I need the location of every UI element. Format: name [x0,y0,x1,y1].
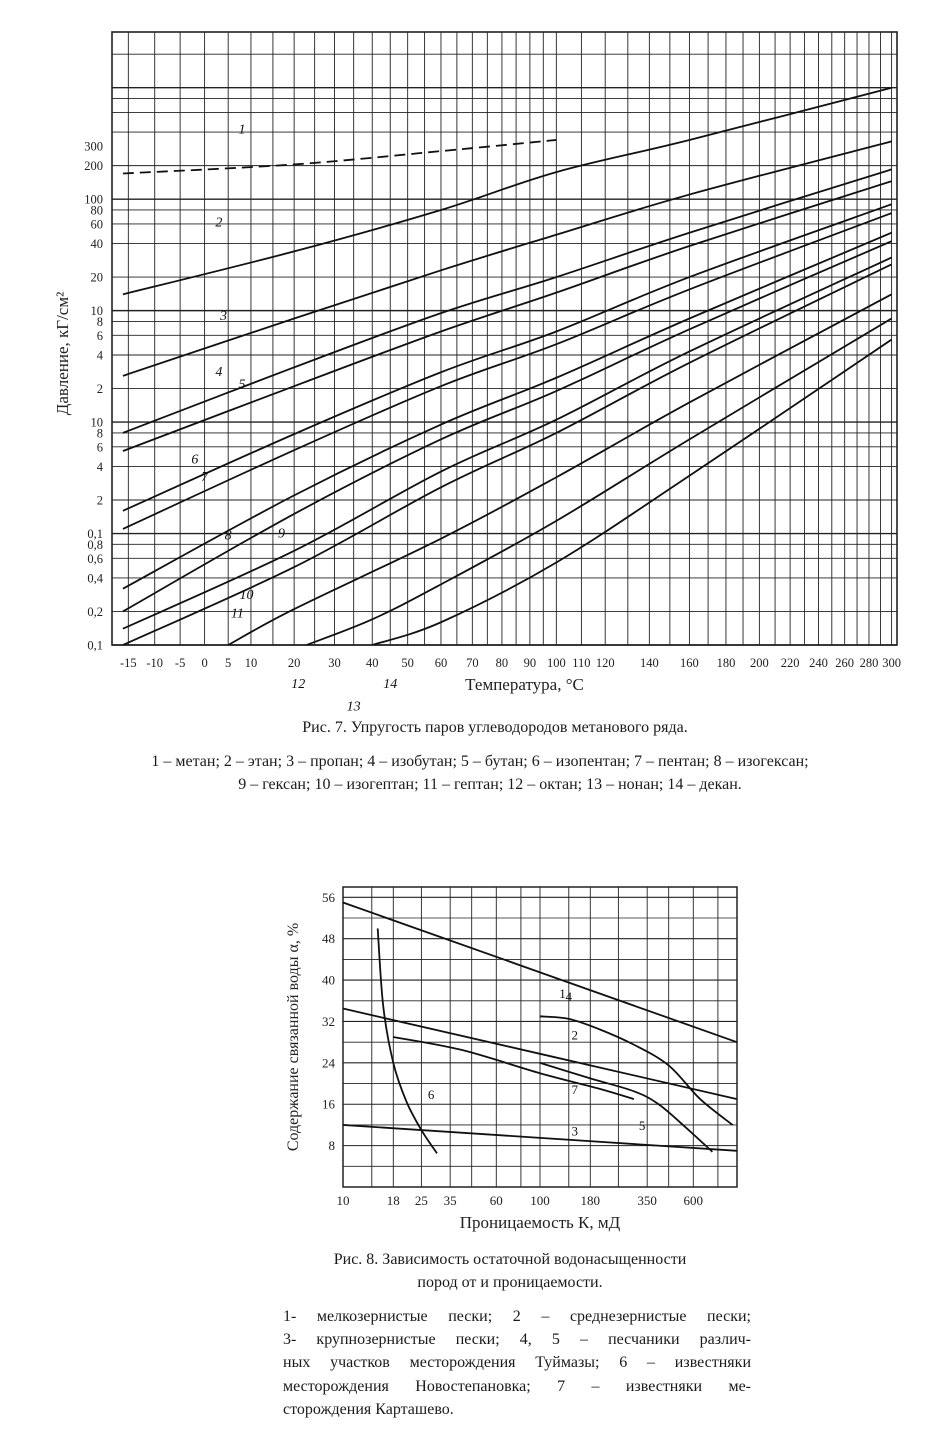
figure-7-caption: Рис. 7. Упругость паров углеводородов метанового ряда. [302,719,688,736]
series-label-9: 9 [277,526,285,542]
x-tick-label: 50 [401,656,414,670]
series-label-8: 8 [224,528,232,544]
series-label-11: 11 [230,606,244,622]
x-tick-label: 260 [835,656,855,670]
series-label-10: 10 [239,587,254,603]
x-tick-label: 160 [680,656,699,670]
y-tick-label: 10 [90,415,103,430]
figure-8-legend-line: ных участков месторождения Туймазы; 6 – известняки [283,1354,751,1372]
series-label-6: 6 [191,452,199,468]
bound-water-chart [285,887,737,1232]
y-tick-label: 0,1 [87,527,103,542]
y-tick-label: 6 [96,328,103,343]
x-tick-label: 5 [225,656,232,670]
x-axis-title: Температура, °С [465,675,584,694]
x-tick-label: 100 [530,1193,550,1208]
x-tick-label: 350 [637,1193,657,1208]
y-tick-label: 24 [322,1055,335,1071]
x-tick-label: 120 [595,656,615,670]
y-tick-label: 0,2 [87,604,103,619]
series-line-13 [307,319,892,645]
figure-8-caption-line-1: Рис. 8. Зависимость остаточной водонасыщенности [333,1251,687,1268]
x-tick-label: 0 [201,656,208,670]
series-label-5: 5 [238,377,246,393]
y-tick-label: 8 [328,1138,335,1154]
series-label-3: 3 [220,308,228,324]
y-tick-label: 60 [90,217,103,232]
x-tick-label: 40 [365,656,379,670]
figure-8-legend-line: 1- мелкозернистые пески; 2 – среднезернистые пески; [283,1308,751,1325]
x-tick-label: 18 [386,1193,400,1208]
figure-8-legend [283,1305,751,1421]
x-tick-label: 25 [414,1193,428,1208]
series-label-7: 7 [571,1081,578,1097]
y-tick-label: 40 [90,237,103,252]
series-label-13: 13 [346,699,361,715]
y-tick-label: 80 [90,203,103,218]
x-tick-label: 200 [750,656,769,670]
series-label-7: 7 [201,470,209,486]
y-tick-label: 20 [90,270,103,285]
series-line-1 [123,140,556,174]
y-tick-label: 16 [322,1096,335,1112]
y-tick-label: 2 [96,382,103,397]
x-tick-label: 60 [489,1193,503,1208]
series-label-2: 2 [571,1027,578,1043]
series-line-6 [378,928,437,1153]
x-tick-label: 100 [546,656,566,670]
y-axis-title: Содержание связанной воды α, % [285,922,302,1152]
series-line-4 [123,169,892,432]
series-line-5 [540,1063,712,1152]
x-tick-label: 90 [523,656,537,670]
series-label-1: 1 [238,122,246,138]
x-axis-title: Проницаемость К, мД [459,1213,621,1232]
x-tick-label: 240 [809,656,828,670]
series-line-7 [123,213,892,529]
x-tick-label: -15 [119,656,137,670]
y-axis-title: Давление, кГ/см² [53,291,72,416]
plot-frame [112,32,897,645]
y-tick-label: 4 [96,459,103,474]
figure-8-legend-line: 3- крупнозернистые пески; 4, 5 – песчаники различ- [283,1331,751,1349]
x-tick-label: 280 [859,656,879,670]
y-tick-label: 0,8 [87,537,103,552]
series-line-9 [123,241,892,611]
x-tick-label: 35 [443,1193,457,1208]
series-line-12 [228,294,891,645]
y-tick-label: 8 [96,314,103,329]
figure-7-legend-line-2: 9 – гексан; 10 – изогептан; 11 – гептан; 12 – октан; 13 – нонан; 14 – декан. [238,776,742,793]
y-tick-label: 2 [96,493,103,508]
y-tick-label: 0,4 [87,571,103,586]
figure-8-legend-line: месторождения Новостепановка; 7 – известняки ме- [283,1377,751,1395]
y-tick-label: 0,1 [87,638,103,653]
x-tick-label: 180 [580,1193,601,1208]
x-tick-label: 300 [882,656,901,670]
x-tick-label: 140 [639,656,659,670]
x-tick-label: 10 [244,656,258,670]
y-tick-label: 200 [84,159,103,174]
x-tick-label: 220 [780,656,800,670]
x-tick-label: 10 [336,1193,350,1208]
y-tick-label: 6 [96,440,103,455]
y-tick-label: 10 [90,304,103,319]
series-label-6: 6 [427,1087,435,1103]
series-line-3 [123,141,892,375]
series-label-1: 1 [559,986,566,1002]
y-tick-label: 0,6 [87,551,103,566]
x-tick-label: 20 [287,656,301,670]
series-label-12: 12 [291,676,306,692]
x-tick-label: 30 [328,656,341,670]
series-label-4: 4 [565,988,573,1004]
x-tick-label: -5 [174,656,186,670]
series-label-14: 14 [383,676,398,692]
figure-7-legend-line-1: 1 – метан; 2 – этан; 3 – пропан; 4 – изобутан; 5 – бутан; 6 – изопентан; 7 – пентан; 8 – изогексан; [151,753,809,770]
series-label-4: 4 [215,364,223,380]
x-tick-label: 60 [434,656,448,670]
series-line-2 [123,88,892,295]
series-line-10 [123,257,892,628]
figure-8-legend-line: сторождения Карташево. [283,1400,454,1418]
y-tick-label: 56 [322,889,335,905]
y-tick-label: 40 [322,972,335,988]
y-tick-label: 48 [322,931,335,947]
x-tick-label: 80 [495,656,509,670]
series-label-5: 5 [638,1118,646,1134]
y-tick-label: 4 [96,348,103,363]
x-tick-label: 600 [683,1193,704,1208]
x-tick-label: 180 [716,656,736,670]
y-tick-label: 100 [84,192,103,207]
series-label-2: 2 [215,215,223,231]
figure-8-caption-line-2: пород от и проницаемости. [417,1274,603,1291]
y-tick-label: 8 [96,426,103,441]
series-line-14 [372,340,891,645]
x-tick-label: 70 [466,656,479,670]
x-tick-label: -10 [146,656,164,670]
vapor-pressure-chart [53,32,901,714]
series-label-3: 3 [571,1123,578,1139]
y-tick-label: 300 [84,139,103,154]
y-tick-label: 32 [322,1013,335,1029]
x-tick-label: 110 [572,656,591,670]
